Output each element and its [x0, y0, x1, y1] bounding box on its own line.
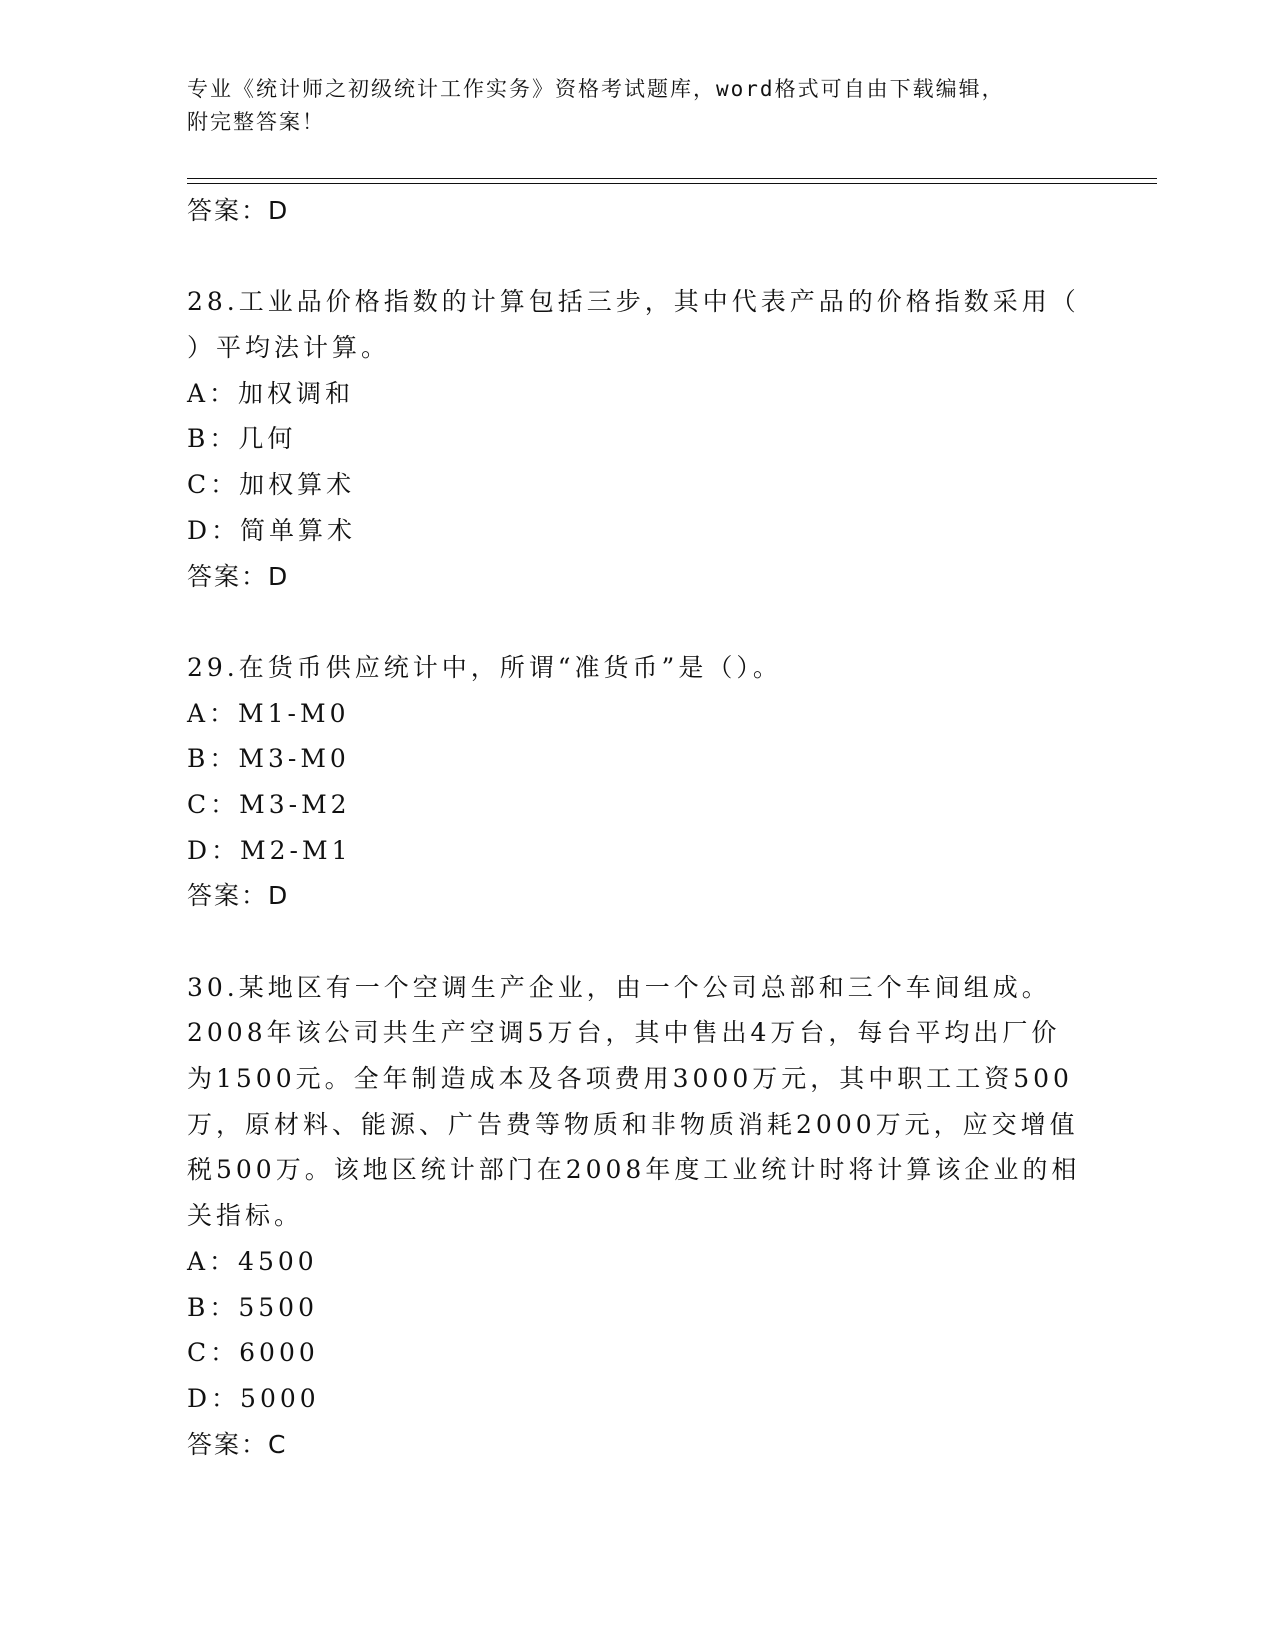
question-30 — [187, 965, 1087, 1468]
question-30-option-d: D：5000 — [187, 1383, 320, 1413]
question-30-stem-line-2: 2008年该公司共生产空调5万台，其中售出4万台，每台平均出厂价 — [187, 1018, 1061, 1048]
prev-question-answer: 答案：D — [187, 196, 290, 225]
question-30-option-a: A：4500 — [187, 1246, 318, 1276]
header-divider-bottom — [187, 183, 1157, 184]
question-30-stem-line-3: 为1500元。全年制造成本及各项费用3000万元，其中职工工资500 — [187, 1064, 1073, 1094]
question-29-option-c: C：M3-M2 — [187, 789, 351, 819]
question-28-option-d: D：简单算术 — [187, 515, 357, 545]
question-29-stem-line-1: 29.在货币供应统计中，所谓“准货币”是（）。 — [187, 652, 782, 682]
question-28-option-b: B：几何 — [187, 424, 297, 454]
question-29-option-b: B：M3-M0 — [187, 744, 350, 774]
question-30-stem-line-5: 税500万。该地区统计部门在2008年度工业统计时将计算该企业的相 — [187, 1155, 1081, 1185]
question-30-answer: 答案：C — [187, 1429, 288, 1459]
question-29 — [187, 645, 1087, 919]
question-28-stem-line-1: 28.工业品价格指数的计算包括三步，其中代表产品的价格指数采用（ — [187, 287, 1080, 317]
page-header — [187, 73, 1087, 139]
question-29-answer: 答案：D — [187, 881, 290, 911]
question-list — [187, 188, 1087, 1467]
header-line-1: 专业《统计师之初级统计工作实务》资格考试题库，word格式可自由下载编辑， — [187, 77, 1005, 101]
question-28-answer: 答案：D — [187, 561, 290, 591]
question-29-option-a: A：M1-M0 — [187, 698, 350, 728]
question-28 — [187, 279, 1087, 599]
question-28-option-a: A：加权调和 — [187, 378, 355, 408]
question-30-option-c: C：6000 — [187, 1338, 319, 1368]
question-29-option-d: D：M2-M1 — [187, 835, 352, 865]
header-divider-top — [187, 178, 1157, 179]
spacer — [187, 234, 1087, 280]
spacer — [187, 919, 1087, 965]
question-30-stem-line-1: 30.某地区有一个空调生产企业，由一个公司总部和三个车间组成。 — [187, 972, 1051, 1002]
question-28-option-c: C：加权算术 — [187, 470, 356, 500]
question-30-stem-line-6: 关指标。 — [187, 1201, 304, 1231]
question-28-stem-line-2: ）平均法计算。 — [187, 333, 391, 363]
header-line-2: 附完整答案！ — [187, 110, 325, 134]
question-30-stem-line-4: 万，原材料、能源、广告费等物质和非物质消耗2000万元，应交增值 — [187, 1109, 1079, 1139]
question-30-option-b: B：5500 — [187, 1292, 318, 1322]
spacer — [187, 599, 1087, 645]
